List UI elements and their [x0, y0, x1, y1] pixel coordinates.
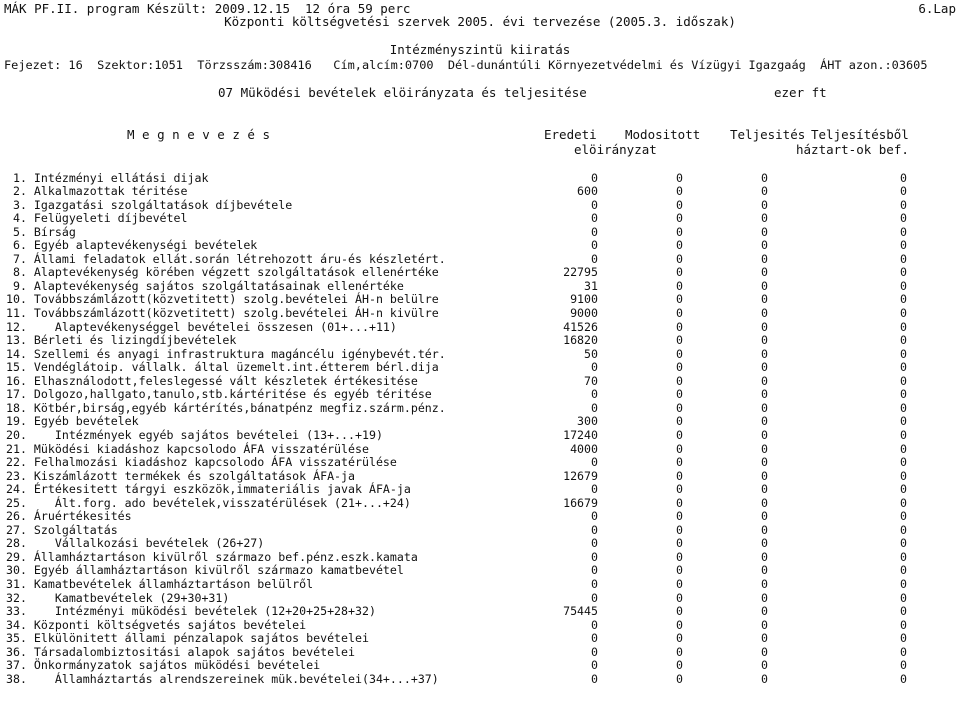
row-value-col4: 0: [900, 346, 907, 361]
row-value-col3: 0: [761, 211, 768, 226]
table-row: [0, 509, 960, 523]
unit-label: ezer ft: [774, 85, 827, 100]
table-row: [0, 469, 960, 483]
row-value-col3: 0: [761, 590, 768, 605]
row-label: 8. Alaptevékenység körében végzett szolgáltatások ellenértéke: [6, 265, 439, 280]
row-value-col2: 0: [676, 604, 683, 619]
row-label: 6. Egyéb alaptevékenységi bevételek: [6, 238, 258, 253]
row-label: 12. Alaptevékenységgel bevételei összesen (01+...+11): [6, 319, 397, 334]
row-value-col2: 0: [676, 536, 683, 551]
row-value-col3: 0: [761, 387, 768, 402]
row-value-col2: 0: [676, 306, 683, 320]
row-value-col2: 0: [676, 631, 683, 646]
row-label: 34. Központi költségvetés sajátos bevételei: [6, 617, 307, 632]
row-value-col4: 0: [900, 170, 907, 185]
row-label: 4. Felügyeleti díjbevétel: [6, 211, 188, 226]
table-row: [0, 265, 960, 279]
row-value-col1: 0: [591, 577, 598, 591]
table-row: [0, 360, 960, 374]
row-label: 20. Intézmények egyéb sajátos bevételei (13+...+19): [6, 427, 383, 442]
row-label: 1. Intézményi ellátási dijak: [6, 170, 209, 185]
row-label: 29. Államháztartáson kivülről származo bef.pénz.eszk.kamata: [6, 549, 418, 564]
row-value-col2: 0: [676, 373, 683, 388]
report-type: Intézményszintü kiiratás: [389, 42, 571, 57]
row-value-col1: 75445: [563, 604, 598, 619]
row-value-col3: 0: [761, 644, 768, 659]
table-row: [0, 279, 960, 293]
row-value-col1: 0: [591, 251, 598, 266]
row-value-col2: 0: [676, 333, 683, 348]
table-row: [0, 401, 960, 415]
row-label: 21. Müködési kiadáshoz kapcsolodo ÁFA visszatérülése: [6, 441, 369, 456]
row-value-col4: 0: [900, 211, 907, 226]
row-value-col2: 0: [676, 292, 683, 307]
row-label: 25. Ált.forg. ado bevételek,visszatérülések (21+...+24): [6, 495, 411, 510]
row-value-col4: 0: [900, 238, 907, 253]
table-row: [0, 171, 960, 185]
row-value-col2: 0: [676, 671, 683, 686]
table-row: [0, 618, 960, 632]
row-value-col3: 0: [761, 360, 768, 375]
row-value-col1: 9000: [570, 306, 598, 320]
row-value-col1: 0: [591, 522, 598, 537]
table-row: [0, 387, 960, 401]
row-value-col3: 0: [761, 238, 768, 253]
table-row: [0, 550, 960, 564]
row-label: 19. Egyéb bevételek: [6, 414, 139, 429]
row-value-col2: 0: [676, 658, 683, 673]
report-header-left: MÁK PF.II. program Készült: 2009.12.15 12 óra 59 perc: [4, 1, 411, 16]
row-value-col4: 0: [900, 495, 907, 510]
row-value-col1: 4000: [570, 441, 598, 456]
row-value-col4: 0: [900, 509, 907, 524]
table-row: [0, 536, 960, 550]
row-value-col3: 0: [761, 184, 768, 199]
row-value-col1: 0: [591, 671, 598, 686]
table-title: 07 Müködési bevételek elöirányzata és teljesitése: [218, 85, 587, 100]
row-label: 30. Egyéb államháztartáson kivülről származo kamatbevétel: [6, 563, 404, 578]
page-number: 6.Lap: [918, 1, 956, 16]
row-value-col3: 0: [761, 278, 768, 293]
row-value-col1: 0: [591, 590, 598, 605]
row-value-col3: 0: [761, 197, 768, 212]
row-value-col3: 0: [761, 333, 768, 348]
row-value-col2: 0: [676, 211, 683, 226]
row-label: 35. Elkülönitett állami pénzalapok sajátos bevételei: [6, 631, 369, 646]
row-value-col1: 16679: [563, 495, 598, 510]
row-value-col4: 0: [900, 292, 907, 307]
row-value-col1: 0: [591, 644, 598, 659]
row-value-col2: 0: [676, 455, 683, 470]
row-value-col2: 0: [676, 617, 683, 632]
row-value-col4: 0: [900, 577, 907, 591]
table-row: [0, 292, 960, 306]
table-row: [0, 604, 960, 618]
row-value-col2: 0: [676, 495, 683, 510]
row-label: 22. Felhalmozási kiadáshoz kapcsolodo ÁFA visszatérülése: [6, 455, 397, 470]
row-value-col4: 0: [900, 522, 907, 537]
table-row: [0, 225, 960, 239]
row-label: 9. Alaptevékenység sajátos szolgáltatásainak ellenértéke: [6, 278, 404, 293]
column-header-original-sub: elöirányzat: [574, 142, 657, 157]
row-value-col2: 0: [676, 549, 683, 564]
row-label: 23. Kiszámlázott termékek és szolgáltatások ÁFA-ja: [6, 468, 356, 483]
row-value-col1: 0: [591, 482, 598, 497]
row-value-col4: 0: [900, 563, 907, 578]
row-value-col3: 0: [761, 617, 768, 632]
row-value-col2: 0: [676, 644, 683, 659]
row-value-col2: 0: [676, 522, 683, 537]
row-value-col3: 0: [761, 522, 768, 537]
row-value-col2: 0: [676, 482, 683, 497]
row-value-col4: 0: [900, 278, 907, 293]
row-value-col4: 0: [900, 671, 907, 686]
table-row: [0, 577, 960, 591]
table-row: [0, 320, 960, 334]
row-value-col1: 0: [591, 360, 598, 375]
row-value-col1: 22795: [563, 265, 598, 280]
row-value-col1: 9100: [570, 292, 598, 307]
row-value-col3: 0: [761, 265, 768, 280]
row-value-col1: 0: [591, 170, 598, 185]
row-value-col2: 0: [676, 224, 683, 239]
row-value-col3: 0: [761, 319, 768, 334]
row-value-col2: 0: [676, 170, 683, 185]
row-value-col4: 0: [900, 427, 907, 442]
row-label: 24. Értékesitett tárgyi eszközök,immateriális javak ÁFA-ja: [6, 482, 411, 497]
row-label: 2. Alkalmazottak téritése: [6, 184, 188, 199]
table-row: [0, 496, 960, 510]
table-row: [0, 252, 960, 266]
table-row: [0, 455, 960, 469]
row-value-col1: 0: [591, 400, 598, 415]
row-value-col2: 0: [676, 184, 683, 199]
row-value-col3: 0: [761, 549, 768, 564]
row-value-col1: 0: [591, 224, 598, 239]
row-label: 33. Intézményi müködési bevételek (12+20+25+28+32): [6, 604, 376, 619]
row-label: 14. Szellemi és anyagi infrastruktura magáncélu igénybevét.tér.: [6, 346, 446, 361]
table-row: [0, 631, 960, 645]
row-label: 7. Állami feladatok ellát.során létrehozott áru-és készletért.: [6, 251, 446, 266]
row-value-col4: 0: [900, 414, 907, 429]
row-label: 26. Áruértékesités: [6, 509, 132, 524]
row-label: 27. Szolgáltatás: [6, 522, 118, 537]
row-value-col3: 0: [761, 536, 768, 551]
row-value-col1: 41526: [563, 319, 598, 334]
row-value-col4: 0: [900, 644, 907, 659]
table-row: [0, 238, 960, 252]
row-value-col2: 0: [676, 387, 683, 402]
row-value-col4: 0: [900, 197, 907, 212]
table-row: [0, 428, 960, 442]
row-value-col1: 600: [577, 184, 598, 199]
row-value-col3: 0: [761, 482, 768, 497]
row-label: 18. Kötbér,birság,egyéb kártérítés,bánatpénz megfiz.szárm.pénz.: [6, 400, 446, 415]
table-row: [0, 442, 960, 456]
row-value-col1: 0: [591, 387, 598, 402]
row-value-col1: 12679: [563, 468, 598, 483]
table-row: [0, 645, 960, 659]
column-header-completion-from-sub: háztart-ok bef.: [796, 142, 909, 157]
row-value-col4: 0: [900, 306, 907, 320]
row-value-col4: 0: [900, 468, 907, 483]
row-value-col1: 50: [584, 346, 598, 361]
row-value-col4: 0: [900, 387, 907, 402]
row-value-col3: 0: [761, 292, 768, 307]
row-value-col1: 0: [591, 509, 598, 524]
row-value-col4: 0: [900, 658, 907, 673]
row-value-col2: 0: [676, 509, 683, 524]
report-meta: Fejezet: 16 Szektor:1051 Törzsszám:308416 Cím,alcím:0700 Dél-dunántúli Környezetvédelmi és Vízügyi Igazgaág ÁHT azon.:03605: [4, 58, 928, 72]
row-value-col2: 0: [676, 563, 683, 578]
row-label: 17. Dolgozo,hallgato,tanulo,stb.kártéritése és egyéb téritése: [6, 387, 432, 402]
row-value-col3: 0: [761, 563, 768, 578]
row-label: 36. Társadalombiztositási alapok sajátos bevételei: [6, 644, 356, 659]
row-value-col2: 0: [676, 427, 683, 442]
row-value-col4: 0: [900, 265, 907, 280]
row-value-col1: 31: [584, 278, 598, 293]
row-value-col4: 0: [900, 400, 907, 415]
row-label: 11. Továbbszámlázott(közvetitett) szolg.bevételei ÁH-n kivülre: [6, 306, 439, 320]
table-row: [0, 306, 960, 320]
row-value-col1: 16820: [563, 333, 598, 348]
column-header-modified: Modositott: [625, 127, 701, 142]
row-value-col2: 0: [676, 577, 683, 591]
row-value-col2: 0: [676, 468, 683, 483]
row-label: 37. Önkormányzatok sajátos müködési bevételei: [6, 658, 321, 673]
row-value-col4: 0: [900, 617, 907, 632]
row-value-col2: 0: [676, 265, 683, 280]
row-value-col4: 0: [900, 604, 907, 619]
row-value-col2: 0: [676, 346, 683, 361]
row-value-col1: 0: [591, 197, 598, 212]
table-row: [0, 374, 960, 388]
row-value-col3: 0: [761, 671, 768, 686]
row-value-col4: 0: [900, 184, 907, 199]
row-value-col4: 0: [900, 333, 907, 348]
table-row: [0, 563, 960, 577]
row-value-col4: 0: [900, 455, 907, 470]
row-value-col2: 0: [676, 360, 683, 375]
row-value-col1: 300: [577, 414, 598, 429]
column-header-completion-from: Teljesítésből: [811, 127, 909, 142]
table-row: [0, 184, 960, 198]
row-value-col3: 0: [761, 427, 768, 442]
row-value-col3: 0: [761, 251, 768, 266]
row-value-col4: 0: [900, 631, 907, 646]
row-label: 13. Bérleti és lizingdíjbevételek: [6, 333, 237, 348]
row-value-col3: 0: [761, 414, 768, 429]
row-value-col3: 0: [761, 224, 768, 239]
row-value-col4: 0: [900, 319, 907, 334]
table-row: [0, 523, 960, 537]
row-value-col4: 0: [900, 536, 907, 551]
row-label: 15. Vendéglátoip. vállalk. által üzemelt.int.étterem bérl.dija: [6, 360, 439, 375]
row-value-col2: 0: [676, 319, 683, 334]
table-row: [0, 198, 960, 212]
row-value-col3: 0: [761, 495, 768, 510]
row-value-col4: 0: [900, 373, 907, 388]
row-value-col2: 0: [676, 441, 683, 456]
table-row: [0, 333, 960, 347]
row-label: 10. Továbbszámlázott(közvetitett) szolg.bevételei ÁH-n belülre: [6, 292, 439, 307]
row-value-col1: 0: [591, 631, 598, 646]
row-value-col1: 0: [591, 238, 598, 253]
row-value-col2: 0: [676, 400, 683, 415]
row-value-col3: 0: [761, 455, 768, 470]
row-value-col2: 0: [676, 197, 683, 212]
row-label: 28. Vállalkozási bevételek (26+27): [6, 536, 265, 551]
row-value-col4: 0: [900, 224, 907, 239]
row-value-col3: 0: [761, 441, 768, 456]
row-value-col3: 0: [761, 658, 768, 673]
row-label: 38. Államháztartás alrendszereinek mük.bevételei(34+...+37): [6, 671, 439, 686]
table-row: [0, 658, 960, 672]
row-label: 31. Kamatbevételek államháztartáson belülről: [6, 577, 314, 591]
row-value-col3: 0: [761, 346, 768, 361]
table-row: [0, 591, 960, 605]
row-value-col3: 0: [761, 373, 768, 388]
table-row: [0, 347, 960, 361]
row-label: 16. Elhasználodott,feleslegessé vált készletek értékesitése: [6, 373, 418, 388]
report-subtitle: Központi költségvetési szervek 2005. évi tervezése (2005.3. időszak): [224, 14, 736, 29]
row-value-col4: 0: [900, 482, 907, 497]
row-label: 5. Bírság: [6, 224, 76, 239]
row-value-col4: 0: [900, 590, 907, 605]
row-value-col1: 17240: [563, 427, 598, 442]
row-value-col1: 0: [591, 455, 598, 470]
row-value-col1: 0: [591, 549, 598, 564]
column-header-original: Eredeti: [544, 127, 597, 142]
row-value-col2: 0: [676, 251, 683, 266]
row-value-col1: 70: [584, 373, 598, 388]
row-value-col3: 0: [761, 170, 768, 185]
row-value-col3: 0: [761, 306, 768, 320]
row-value-col3: 0: [761, 577, 768, 591]
row-value-col3: 0: [761, 509, 768, 524]
row-value-col4: 0: [900, 360, 907, 375]
row-value-col3: 0: [761, 631, 768, 646]
row-value-col2: 0: [676, 278, 683, 293]
row-value-col1: 0: [591, 211, 598, 226]
column-header-completion: Teljesités: [730, 127, 806, 142]
row-value-col1: 0: [591, 617, 598, 632]
column-header-name: M e g n e v e z é s: [127, 127, 270, 142]
row-value-col4: 0: [900, 441, 907, 456]
row-value-col1: 0: [591, 536, 598, 551]
row-value-col3: 0: [761, 468, 768, 483]
row-value-col2: 0: [676, 414, 683, 429]
row-value-col2: 0: [676, 238, 683, 253]
row-value-col1: 0: [591, 563, 598, 578]
table-row: [0, 211, 960, 225]
row-value-col3: 0: [761, 400, 768, 415]
row-value-col1: 0: [591, 658, 598, 673]
row-value-col4: 0: [900, 251, 907, 266]
table-row: [0, 414, 960, 428]
row-label: 32. Kamatbevételek (29+30+31): [6, 590, 230, 605]
row-value-col3: 0: [761, 604, 768, 619]
table-row: [0, 672, 960, 686]
table-row: [0, 482, 960, 496]
row-label: 3. Igazgatási szolgáltatások díjbevétele: [6, 197, 293, 212]
row-value-col2: 0: [676, 590, 683, 605]
row-value-col4: 0: [900, 549, 907, 564]
